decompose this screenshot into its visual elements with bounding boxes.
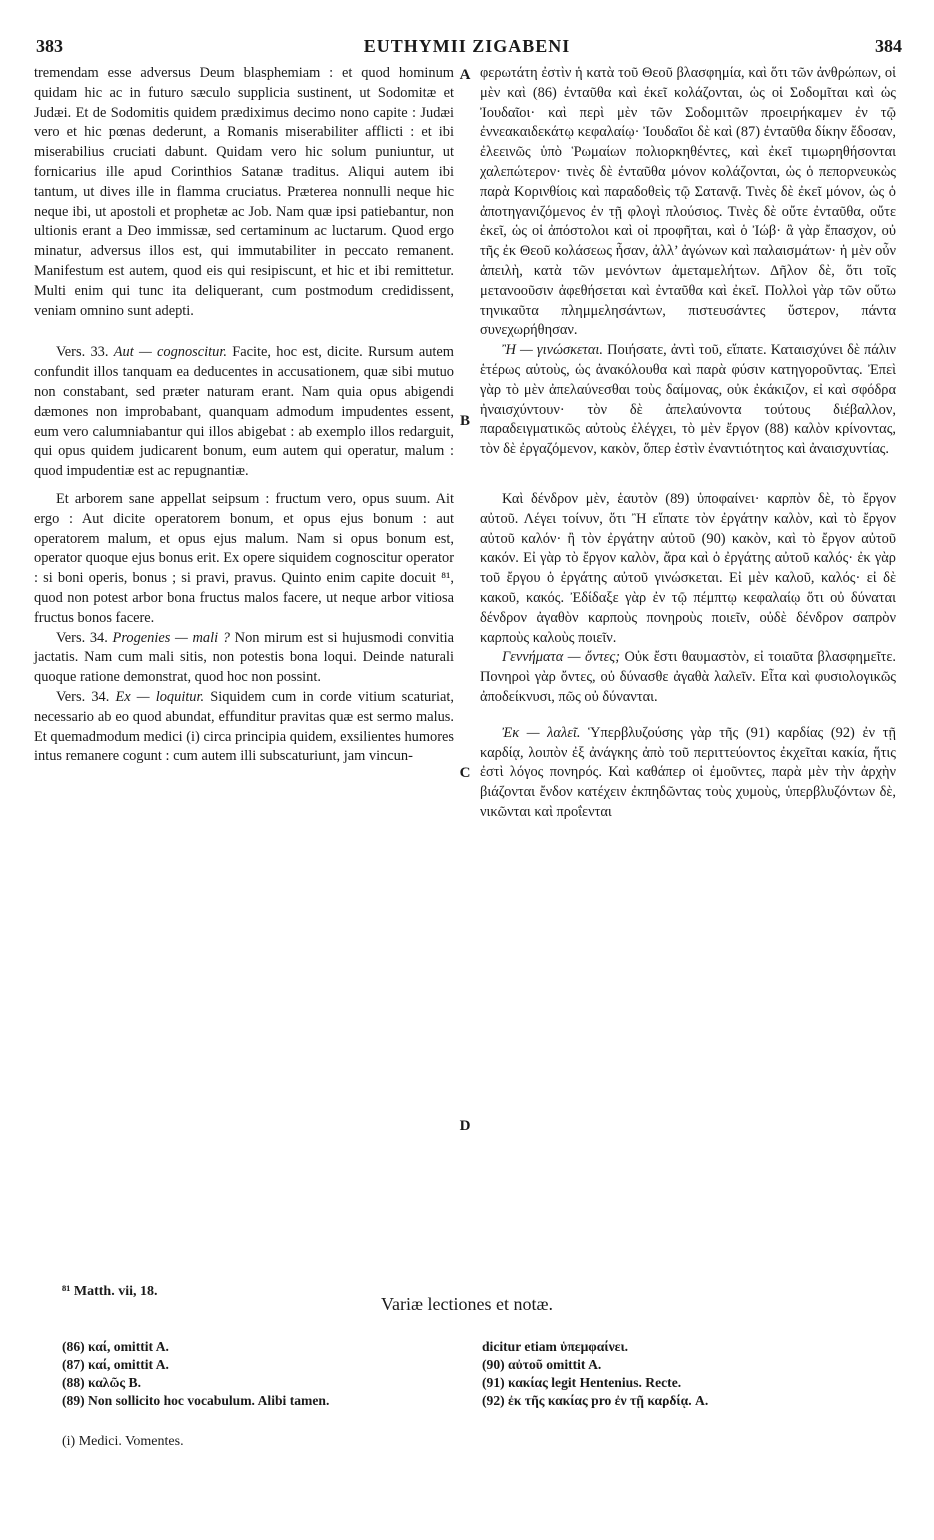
margin-marker-c: C xyxy=(459,765,471,781)
margin-marker-b: B xyxy=(459,413,470,429)
greek-paragraph-3: Καὶ δένδρον μὲν, ἑαυτὸν (89) ὑποφαίνει· καρπὸν δὲ, τὸ ἔργον αὐτοῦ. Λέγει τοίνυν, ὅτι Ἢ εἴπατε τὸν ἐργάτην καλὸν, καὶ τὸ ἔργον αὐτοῦ καλόν· ἢ τὸν ἐργάτην αὐτοῦ (90) κακὸν, καὶ τὸ ἔργον αὐτοῦ κακόν. Εἰ γὰρ τὸ ἔργον καλὸν, ἄρα καὶ ὁ ἐργάτης αὐτοῦ καλός· ἐκ γὰρ τοῦ ἔργου ὁ ἐργάτης αὐτοῦ γινώσκεται. Εἰ μὲν καλοῦ, καλός· εἰ δὲ κακοῦ, κακός. Ἐδίδαξε γὰρ ἐν τῷ πέμπτῳ κεφαλαίῳ ὅτι οὐ δύναται δένδρον ἀγαθὸν καρποὺς πονηροὺς ποιεῖν, οὐδὲ δένδρον σαπρὸν καρποὺς καλοὺς ποιεῖν. xyxy=(480,490,896,646)
running-title: EUTHYMII ZIGABENI xyxy=(363,36,571,56)
variants-right xyxy=(482,1338,882,1410)
latin-paragraph-2 xyxy=(34,343,454,482)
latin-paragraph-1: tremendam esse adversus Deum blasphemiam : et quod hominum quidam hic ac in futuro sæculo supplicia sustinent, ut Sodomitæ et Judæi. Et de Sodomitis quidem prædiximus decimo nono capite : Judæi vero et hic pœnas dederunt, a Romanis miserabiliter afflicti : et ibi miserabilius cruciati dabunt. Quidam vero hic solum puniuntur, ut fornicarius ille apud Corinthios Satanæ traditus. Aliqui autem ibi tantum, ut dives ille in flamma cruciatus. Præterea nonnulli neque hic neque ibi, ut apostoli et prophetæ ac Job. Nam quæ ipsi patiebantur, non ultionis erant a Deo immissæ, sed certaminum ac luctarum. Quod ergo minatur, adversus illos est, qui immutabiliter in peccato remanent. Manifestum est autem, quod eis qui resipiscunt, et hic et ibi remittetur. Multi enim qui tunc ita deliquerant, cum postmodum credidissent, veniam omnino sunt adepti. xyxy=(34,65,454,319)
lemma: Ἐκ — λαλεῖ. xyxy=(502,724,581,741)
paragraph-text: Ποιήσατε, ἀντὶ τοῦ, εἴπατε. Καταισχύνει δὲ πάλιν ἑτέρως αὐτοὺς, ὡς ἀνακόλουθα καὶ παρὰ φύσιν κατηγοροῦντας. Ἐπεὶ γὰρ τὸ μὲν ἀπελαύνεσθαι τοὺς δαίμονας, οὐκ ἐκάκιζον, εἰ καὶ σφόδρα ἠναισχύντουν· τὸν δὲ ἀπελαύνοντα τούτους διέβαλλον, παραδειγματικῶς αὐτοὺς ἐλέγχει, τὸ μὲν ἔργον (88) καλὸν κρίνοντας, τὸν δὲ ἐργαζόμενον, κακὸν, ὅπερ ἐστὶν ἐναντιότητος καὶ ἀναισχυντίας. xyxy=(480,342,896,458)
greek-paragraph-2 xyxy=(480,341,896,460)
latin-paragraph-4 xyxy=(34,629,454,688)
paragraph-text: Ὑπερβλυζούσης γὰρ τῆς (91) καρδίας (92) ἐν τῇ καρδίᾳ, λοιπὸν ἐξ ἀνάγκης ἀπὸ τοῦ περιττεύοντος ἐκχεῖται κακία, ἥτις ἐστὶ λόγος πονηρός. Καὶ καθάπερ οἱ ἐμοῦντες, παρὰ μὲν τὴν ἀρχὴν βιάζονται ἔνδον κατέχειν ἐκπηδῶντας τοὺς χυμοὺς, ὑπερβλυζόντων δὲ, νικῶνται καὶ προΐενται xyxy=(480,724,896,820)
variant-note: (92) ἐκ τῆς κακίας pro ἐν τῇ καρδίᾳ. A. xyxy=(482,1393,709,1408)
variant-note: (88) καλῶς B. xyxy=(62,1375,142,1390)
variant-note: (86) καί, omittit A. xyxy=(62,1339,169,1354)
variant-note: (89) Non sollicito hoc vocabulum. Alibi tamen. xyxy=(62,1393,330,1408)
paragraph-text: Siquidem cum in corde vitium scaturiat, necessario ab eo quod abundat, effunditur pravitas quæ est sermo malus. Et quemadmodum medici (i) circa principia quidem, exsilientes humores intus remanere cogunt : cum autem illi subscaturiunt, jam vincun- xyxy=(34,688,455,765)
greek-paragraph-1: φερωτάτη ἐστὶν ἡ κατὰ τοῦ Θεοῦ βλασφημία, καὶ ὅτι τῶν ἀνθρώπων, οἱ μὲν καὶ (86) ἐνταῦθα καὶ ἐκεῖ κολάζονται, ὡς οἱ Σοδομῖται καὶ ὡς Ἰουδαῖοι· καὶ περὶ μὲν τῶν Σοδομιτῶν προειρήκαμεν ἐν τῷ ἐννεακαιδεκάτῳ κεφαλαίῳ· Ἰουδαῖοι δὲ καὶ (87) ἐνταῦθα δίκην ἔδοσαν, ἐλεεινῶς ὑπὸ Ῥωμαίων πολιορκηθέντες, καὶ ἐκεῖ τιμωρηθήσονται χαλεπώτερον· τινὲς δὲ ἐνταῦθα μόνον κολάζονται, ὡς ὁ πεπορνευκὼς παρὰ Κορινθίοις καὶ παραδοθεὶς τῷ Σατανᾷ. Τινὲς δὲ ἐκεῖ μόνον, ὡς ὁ ἀποτηγανιζόμενος ἐν τῇ φλογὶ πλούσιος. Τινὲς δὲ οὔτε ἐνταῦθα, οὔτε ἐκεῖ, ὡς οἱ ἀπόστολοι καὶ οἱ προφῆται, καὶ ὁ Ἰώβ· ἃ γὰρ ἔπασχον, οὐ τῆς ἐκ Θεοῦ κολάσεως ἦσαν, ἀλλ’ ἀγώνων καὶ παλαισμάτων· ἡ μὲν οὖν ἀπειλὴ, κατὰ τῶν μενόντων ἀμεταμελήτων. Δῆλον δὲ, ὅτι τοῖς μετανοοῦσιν ἀφεθήσεται καὶ ἐνταῦθα καὶ ἐκεῖ. Πολλοὶ γὰρ τῶν οὕτω τηνικαῦτα πλημμελησάντων, πιστευσάντες ὕστερον, πάντα συνεχωρήθησαν. xyxy=(480,65,896,339)
latin-column xyxy=(34,64,454,767)
latin-paragraph-5 xyxy=(34,688,454,767)
latin-paragraph-3: Et arborem sane appellat seipsum : fructum vero, opus suum. Ait ergo : Aut dicite operatorem bonum, et opus ejus bonum : aut operatorem malum, et opus ejus malum. Nam si opus bonum est, operator quoque ejus bonus erit. Ex opere siquidem cognoscitur operator : si boni operis, bonus ; si pravi, pravus. Quinto enim capite docuit ⁸¹, quod non potest arbor bona fructus malos facere, ut neque arbor vitiosa fructus bonos facere. xyxy=(34,490,454,626)
page-header xyxy=(28,36,906,62)
editor-note: (i) Medici. Vomentes. xyxy=(62,1434,184,1449)
greek-paragraph-5 xyxy=(480,724,896,823)
margin-marker-a: A xyxy=(459,67,471,83)
verse-label: Vers. 33. xyxy=(56,344,109,361)
variant-note: (87) καί, omittit A. xyxy=(62,1357,169,1372)
paragraph-text: Facite, hoc est, dicite. Rursum autem confundit illos tanquam ea deducentes in accusationem, quæ sibi mutuo non constabant, sed præter naturam erant. Nam quia opus abigendi dæmones non improbabant, quanquam admodum impudentes essent, eum vero calumniabantur qui illos abigebat : ab exemplo illos redarguit, qui opus quidem judicarent bonum, eum autem qui operatur, malum : quod impudentiæ est ac repugnantiæ. xyxy=(34,344,454,480)
greek-paragraph-4 xyxy=(480,648,896,707)
variant-note: dicitur etiam ὑπεμφαίνει. xyxy=(482,1339,629,1354)
variant-note: (90) αὐτοῦ omittit A. xyxy=(482,1357,602,1372)
page-number-right: 384 xyxy=(875,36,902,56)
verse-label: Vers. 34. xyxy=(56,688,110,705)
margin-marker-d: D xyxy=(459,1118,471,1134)
lemma: Ex — loquitur. xyxy=(115,688,205,705)
variant-note: (91) κακίας legit Hentenius. Recte. xyxy=(482,1375,682,1390)
scripture-footnote: ⁸¹ Matth. vii, 18. xyxy=(62,1284,158,1299)
paragraph-text: Οὐκ ἔστι θαυμαστὸν, εἰ τοιαῦτα βλασφημεῖτε. Πονηροὶ γὰρ ὄντες, οὐ δύνασθε ἀγαθὰ λαλεῖν. Εἶτα καὶ φυσιολογικῶς ἀποδείκνυσι, πῶς οὐ δύνανται. xyxy=(480,649,897,705)
lemma: Γεννήματα — ὄντες; xyxy=(502,649,621,666)
greek-column xyxy=(480,64,896,823)
lemma: Aut — cognoscitur. xyxy=(113,344,227,361)
lemma: Progenies — mali ? xyxy=(112,629,230,646)
paragraph-text: Non mirum est si hujusmodi convitia jactatis. Nam cum mali sitis, non potestis bona loqui. Deinde naturali quoque ratione demonstrat, quod hoc non possint. xyxy=(34,629,454,686)
lemma: Ἢ — γινώσκεται. xyxy=(502,342,603,359)
page-number-left: 383 xyxy=(36,36,63,56)
variants-title: Variæ lectiones et notæ. xyxy=(381,1294,553,1314)
variants-left xyxy=(62,1338,452,1410)
verse-label: Vers. 34. xyxy=(56,629,108,646)
